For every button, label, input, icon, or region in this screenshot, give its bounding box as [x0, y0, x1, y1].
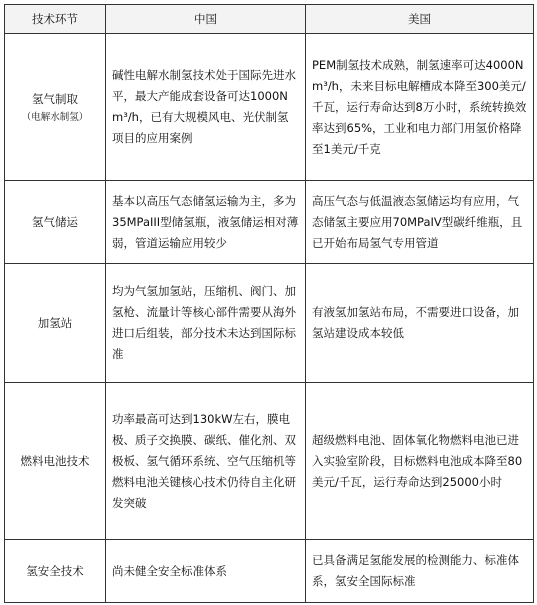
table-row — [5, 540, 534, 603]
aspect-label: 氢气制取 — [32, 91, 78, 106]
table-row — [5, 264, 534, 383]
header-usa: 美国 — [306, 5, 534, 34]
aspect-cell: 燃料电池技术 — [5, 383, 106, 540]
usa-cell: 超级燃料电池、固体氧化物燃料电池已进入实验室阶段，目标燃料电池成本降至80美元/千瓦，运行寿命达到25000小时 — [306, 383, 534, 540]
china-cell: 基本以高压气态储氢运输为主，多为35MPaIII型储氢瓶，液氢储运相对薄弱，管道运输应用较少 — [106, 181, 306, 264]
china-cell: 均为气氢加氢站，压缩机、阀门、加氢枪、流量计等核心部件需要从海外进口后组装，部分技术未达到国际标准 — [106, 264, 306, 383]
table-row — [5, 34, 534, 181]
usa-cell: 已具备满足氢能发展的检测能力、标准体系，氢安全国际标准 — [306, 540, 534, 603]
aspect-cell: 加氢站 — [5, 264, 106, 383]
usa-cell: 有液氢加氢站布局，不需要进口设备，加氢站建设成本较低 — [306, 264, 534, 383]
china-cell: 功率最高可达到130kW左右，膜电极、质子交换膜、碳纸、催化剂、双极板、氢气循环系统、空气压缩机等燃料电池关键核心技术仍待自主化研发突破 — [106, 383, 306, 540]
china-cell: 尚未健全安全标准体系 — [106, 540, 306, 603]
table-row — [5, 383, 534, 540]
aspect-cell — [5, 34, 106, 181]
china-cell: 碱性电解水制氢技术处于国际先进水平，最大产能成套设备可达1000Nm³/h，已有大规模风电、光伏制氢项目的应用案例 — [106, 34, 306, 181]
usa-cell: PEM制氢技术成熟，制氢速率可达4000Nm³/h，未来目标电解槽成本降至300美元/千瓦，运行寿命达到8万小时，系统转换效率达到65%，工业和电力部门用氢价格降至1美元/千克 — [306, 34, 534, 181]
table-row — [5, 181, 534, 264]
aspect-cell: 氢气储运 — [5, 181, 106, 264]
header-china: 中国 — [106, 5, 306, 34]
aspect-cell: 氢安全技术 — [5, 540, 106, 603]
usa-cell: 高压气态与低温液态氢储运均有应用，气态储氢主要应用70MPaIV型碳纤维瓶，且已开始布局氢气专用管道 — [306, 181, 534, 264]
aspect-sublabel: （电解水制氢） — [21, 111, 89, 123]
header-aspect: 技术环节 — [5, 5, 106, 34]
comparison-table — [4, 4, 534, 603]
table-header-row — [5, 5, 534, 34]
